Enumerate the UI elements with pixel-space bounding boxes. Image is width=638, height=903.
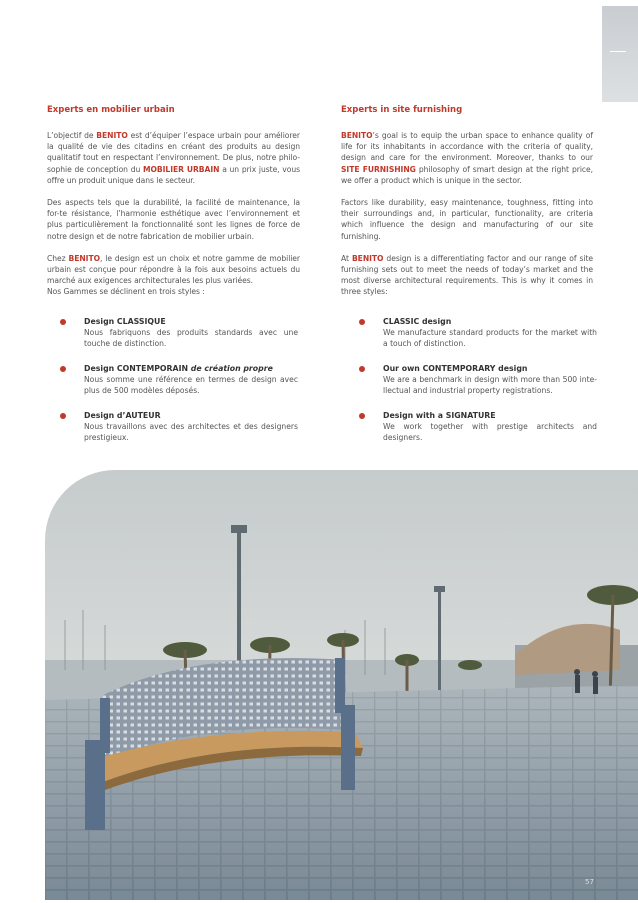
- bullet-body: We manufacture standard products for the market with a touch of distinction.: [383, 328, 597, 348]
- bullet-body: Nous fabriquons des produits standards avec une touche de distinction.: [84, 328, 298, 348]
- bullet-title-text: Design CONTEMPORAIN: [84, 364, 191, 373]
- page-edge-tab-line: [610, 51, 626, 52]
- en-p1-text-b: philosophy of smart design at the right price, we offer a product which is unique in the sector.: [341, 164, 593, 185]
- fr-p1-brand: BENITO: [96, 131, 128, 140]
- fr-styles-list: [58, 316, 298, 457]
- bullet-dot-icon: [60, 319, 66, 325]
- fr-paragraph-2: Des aspects tels que la durabilité, la facilité de maintenance, la for-te résistance, l’harmonie esthétique avec l’environnement et plus particulièrement la fonctionnalité sont les lignes de force de notre design et de notre fabrication de mobilier urbain.: [47, 198, 300, 241]
- bullet-dot-icon: [359, 413, 365, 419]
- bullet-body: Nous travaillons avec des architectes et des designers prestigieux.: [84, 422, 298, 442]
- bullet-dot-icon: [359, 319, 365, 325]
- bullet-title: CLASSIC design: [383, 317, 452, 326]
- fr-paragraph-3: [47, 253, 300, 298]
- fr-p1-text-b: est d’équiper l’espace urbain pour améliorer la qualité de vie des citadins en créant des produits au design qualitatif tout en respectant l’environnement. De plus, notre philo-sophie de conception du: [47, 131, 300, 174]
- bench-leg-right: [341, 705, 355, 790]
- bullet-title: [84, 363, 298, 374]
- bullet-title: Our own CONTEMPORARY design: [383, 364, 528, 373]
- fr-p3-brand: BENITO: [68, 253, 100, 263]
- bullet-dot-icon: [60, 366, 66, 372]
- list-item: [58, 410, 298, 443]
- bullet-body: Nous somme une référence en termes de design avec plus de 500 modèles déposés.: [84, 375, 298, 395]
- bullet-title-text: Design CLASSIQUE: [84, 317, 166, 326]
- french-column: [47, 104, 300, 309]
- en-paragraph-1: [341, 130, 593, 186]
- bullet-title: [84, 410, 298, 421]
- en-p3-brand: BENITO: [351, 253, 384, 263]
- en-heading: Experts in site furnishing: [341, 105, 463, 115]
- list-item: [357, 410, 597, 443]
- en-styles-list: [357, 316, 597, 457]
- en-paragraph-2: Factors like durability, easy maintenance, toughness, fitting into their surroundings and, in particular, functionality, are criteria which influence the design and manufacturing of our site furnishing.: [341, 198, 593, 241]
- list-item: [357, 363, 597, 396]
- en-p3-text-b: design is a differentiating factor and our range of site furnishing sets out to meet the needs of today’s market and the most diverse architectural requirements. This is why it comes in three styles:: [341, 253, 593, 297]
- promenade-bench-photo: [45, 470, 638, 900]
- en-p1-brand: BENITO: [341, 131, 373, 140]
- list-item: [58, 316, 298, 349]
- fr-p1-text-a: L’objectif de: [47, 131, 97, 140]
- page-edge-tab: [602, 6, 638, 102]
- list-item: [357, 316, 597, 349]
- page-number: 57: [585, 878, 594, 886]
- fr-p3-text-a: Chez: [47, 253, 69, 263]
- bullet-title-text: Design d’AUTEUR: [84, 411, 161, 420]
- bullet-title-italic: de création propre: [190, 364, 273, 373]
- fr-heading: Experts en mobilier urbain: [47, 105, 175, 115]
- fr-paragraph-1: [47, 130, 300, 186]
- bullet-title: Design with a SIGNATURE: [383, 411, 496, 420]
- fr-p1-text-c: a un prix juste, vous offre un produit unique dans le secteur.: [47, 164, 301, 185]
- bullet-title: [84, 316, 298, 327]
- bullet-dot-icon: [359, 366, 365, 372]
- en-p1-text-a: ’s goal is to equip the urban space to enhance quality of life for its inhabitants in accordance with the criteria of quality, design and care for the environment. Moreover, thanks to our: [341, 131, 593, 163]
- photo-illustration: [45, 470, 638, 900]
- bench-leg-left: [85, 740, 105, 830]
- en-p3-text-a: At: [341, 253, 352, 263]
- bullet-body: We work together with prestige architects and designers.: [383, 422, 597, 442]
- fr-p3-text-c: Nos Gammes se déclinent en trois styles :: [47, 287, 205, 297]
- bullet-dot-icon: [60, 413, 66, 419]
- fr-p3-text-b: , le design est un choix et notre gamme de mobilier urbain est conçue pour répondre à la fois aux besoins actuels du marché aux exigences architecturales les plus variées.: [47, 253, 301, 286]
- bullet-body: We are a benchmark in design with more than 500 inte-llectual and industrial property registrations.: [383, 375, 597, 395]
- fr-p1-range: MOBILIER URBAIN: [142, 164, 220, 174]
- english-column: [341, 104, 593, 309]
- en-paragraph-3: [341, 253, 593, 298]
- list-item: [58, 363, 298, 396]
- en-p1-range: SITE FURNISHING: [341, 164, 416, 174]
